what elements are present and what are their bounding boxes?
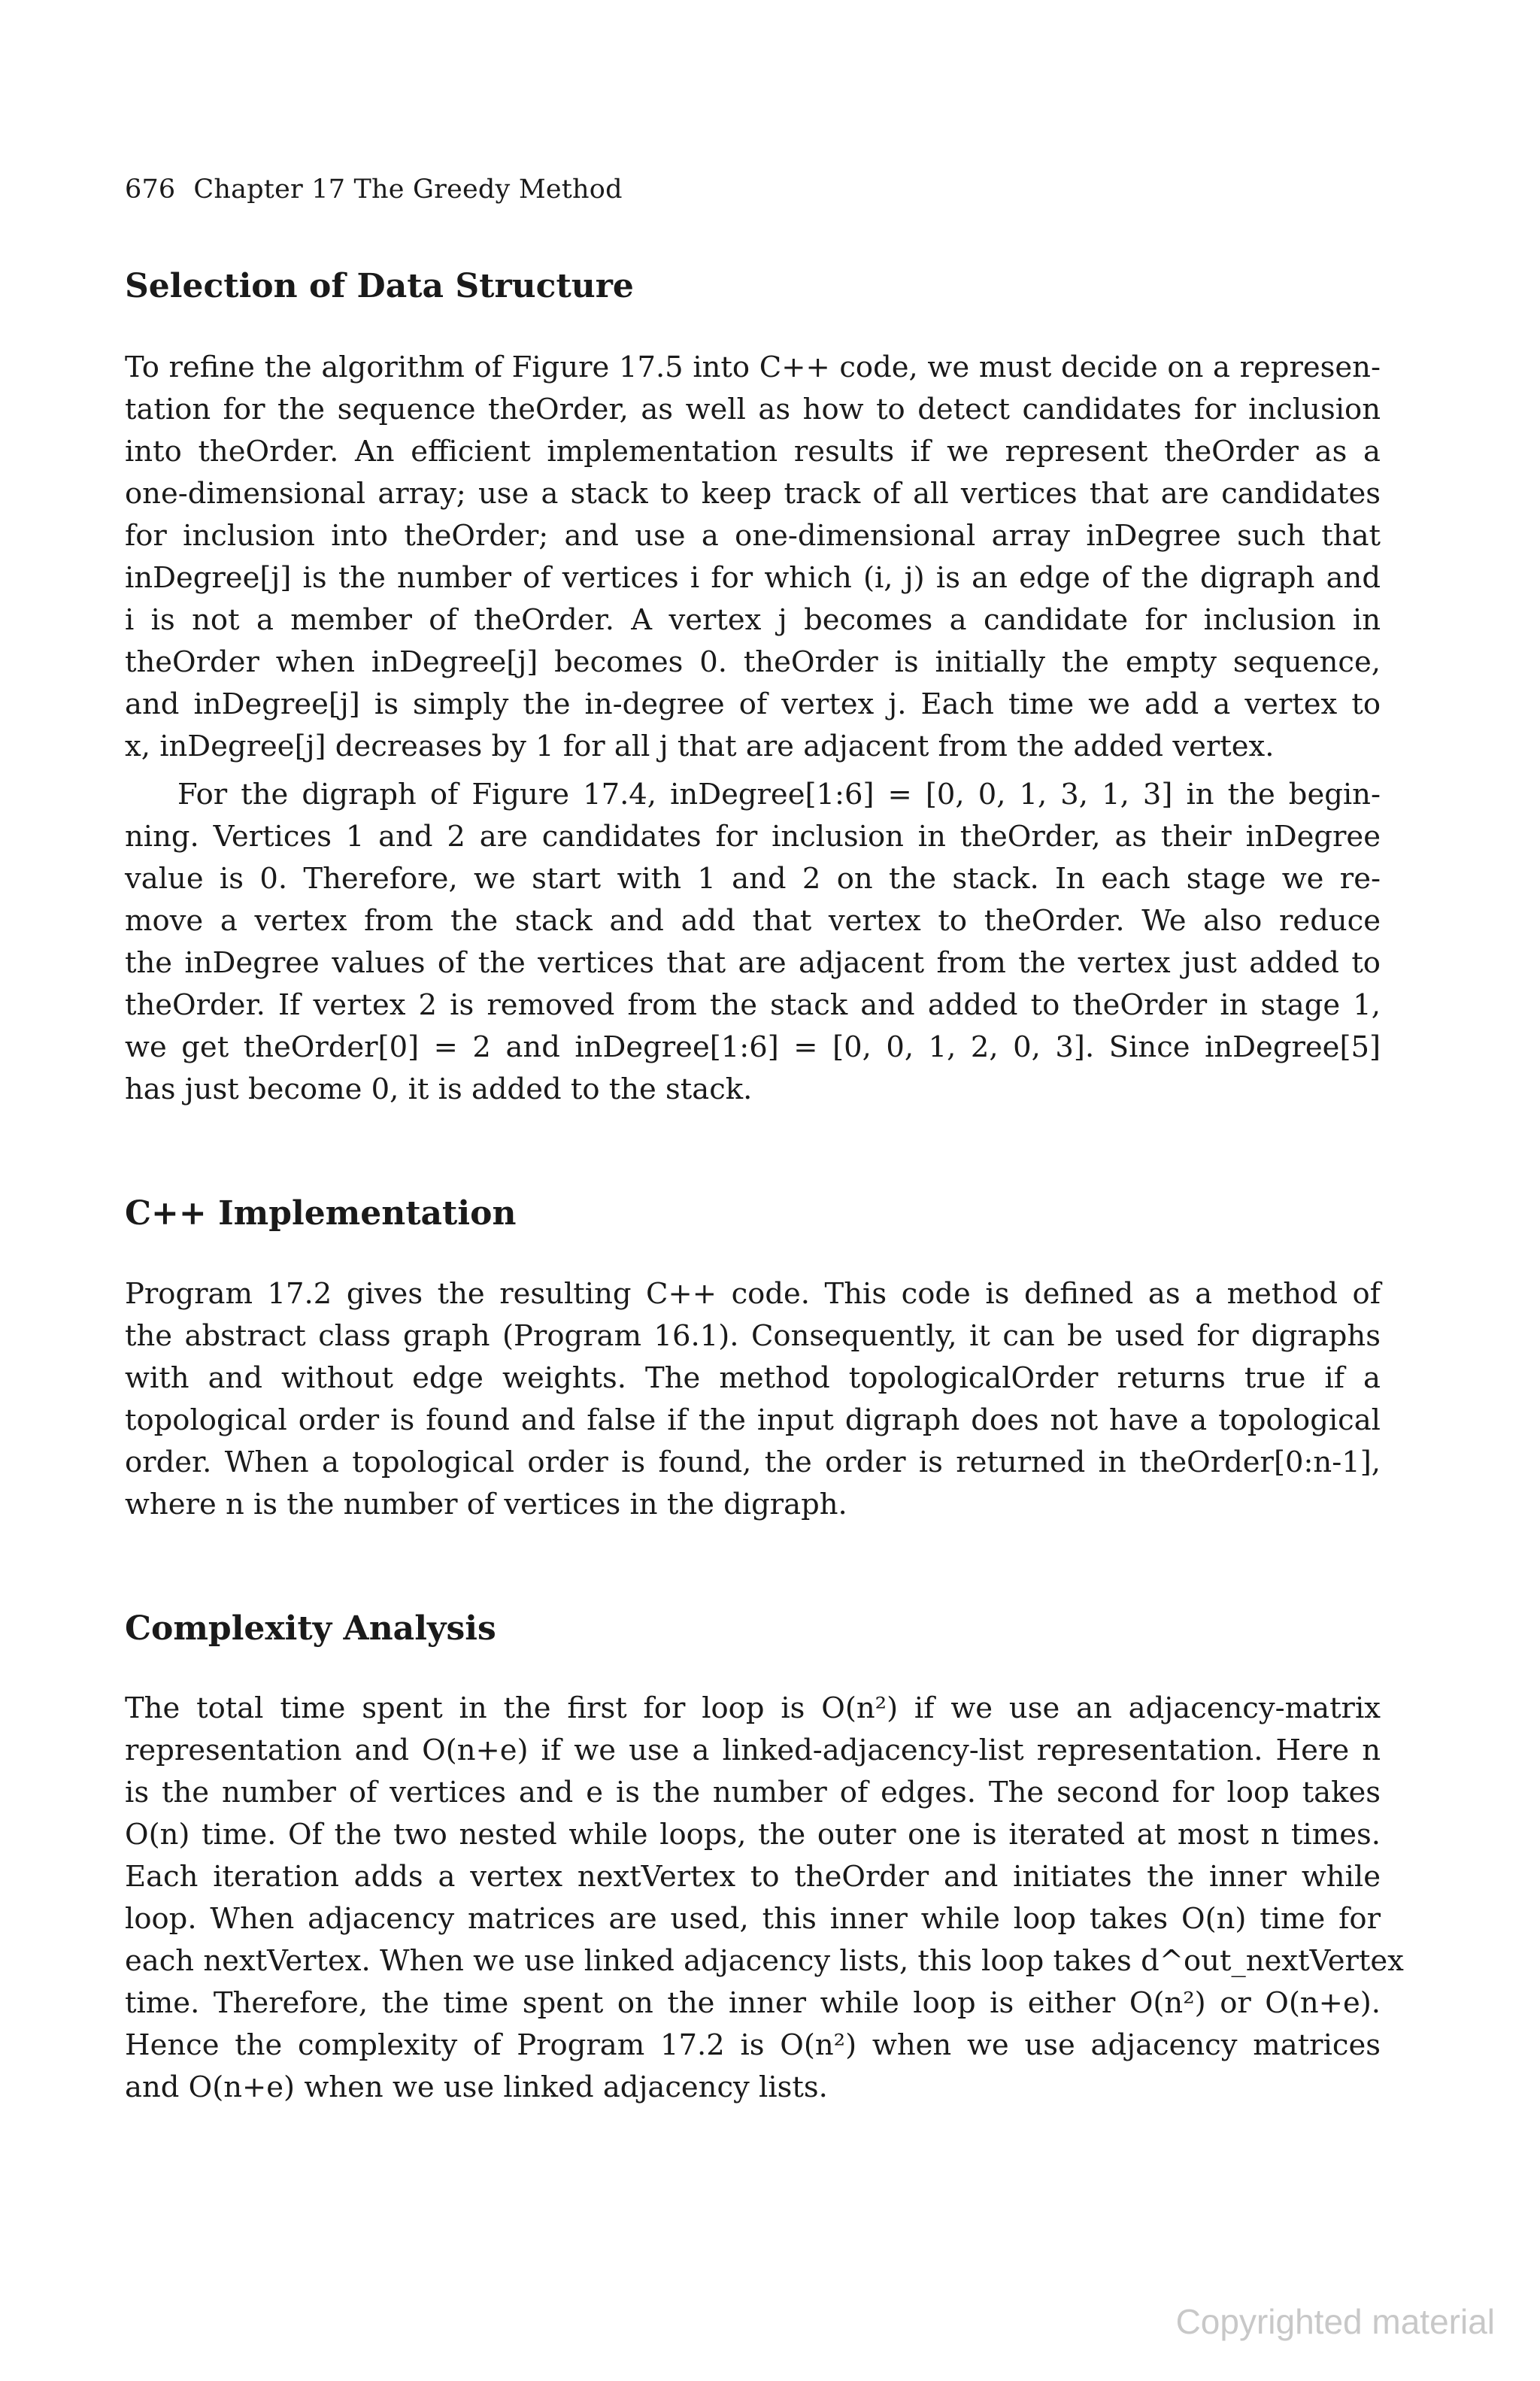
text-line: with and without edge weights. The method topologicalOrder returns true if a — [125, 1361, 1381, 1395]
page-number: 676 — [125, 174, 176, 205]
paragraph-selection-1 — [125, 347, 1381, 768]
text-line: The total time spent in the first for loop is O(n²) if we use an adjacency-matrix — [125, 1691, 1381, 1725]
copyright-watermark: Copyrighted material — [1175, 2302, 1495, 2341]
running-header — [125, 174, 623, 205]
paragraph-selection-2 — [125, 774, 1381, 1111]
text-line: where n is the number of vertices in the digraph. — [125, 1488, 847, 1521]
text-line: Each iteration adds a vertex nextVertex to theOrder and initiates the inner while — [125, 1860, 1381, 1894]
text-line: time. Therefore, the time spent on the inner while loop is either O(n²) or O(n+e). — [125, 1986, 1381, 2020]
text-line: theOrder when inDegree[j] becomes 0. theOrder is initially the empty sequence, — [125, 645, 1381, 679]
text-line: Hence the complexity of Program 17.2 is O(n²) when we use adjacency matrices — [125, 2028, 1381, 2062]
text-line: and inDegree[j] is simply the in-degree of vertex j. Each time we add a vertex to — [125, 687, 1381, 721]
running-title: Chapter 17 The Greedy Method — [193, 174, 623, 205]
text-line: theOrder. If vertex 2 is removed from the stack and added to theOrder in stage 1, — [125, 988, 1381, 1022]
text-line: x, inDegree[j] decreases by 1 for all j that are adjacent from the added vertex. — [125, 729, 1275, 763]
section-title-complexity: Complexity Analysis — [125, 1609, 496, 1648]
paragraph-complexity — [125, 1688, 1404, 2109]
text-line: ning. Vertices 1 and 2 are candidates for inclusion in theOrder, as their inDegree — [125, 820, 1381, 854]
text-line: and O(n+e) when we use linked adjacency lists. — [125, 2070, 828, 2104]
text-line: move a vertex from the stack and add that vertex to theOrder. We also reduce — [125, 904, 1381, 938]
text-line: for inclusion into theOrder; and use a one-dimensional array inDegree such that — [125, 519, 1381, 553]
text-line: loop. When adjacency matrices are used, this inner while loop takes O(n) time for — [125, 1902, 1381, 1936]
text-line: representation and O(n+e) if we use a linked-adjacency-list representation. Here n — [125, 1733, 1381, 1767]
section-title-selection: Selection of Data Structure — [125, 267, 634, 305]
text-line: i is not a member of theOrder. A vertex j becomes a candidate for inclusion in — [125, 603, 1381, 637]
text-line: Program 17.2 gives the resulting C++ code. This code is defined as a method of — [125, 1277, 1381, 1311]
text-line: the inDegree values of the vertices that are adjacent from the vertex just added to — [125, 946, 1381, 980]
text-line: is the number of vertices and e is the number of edges. The second for loop takes — [125, 1776, 1381, 1809]
text-line: order. When a topological order is found, the order is returned in theOrder[0:n-1], — [125, 1445, 1381, 1479]
section-title-implementation: C++ Implementation — [125, 1194, 517, 1233]
text-line: topological order is found and false if the input digraph does not have a topological — [125, 1403, 1381, 1437]
text-line: has just become 0, it is added to the stack. — [125, 1072, 753, 1106]
text-line: inDegree[j] is the number of vertices i for which (i, j) is an edge of the digraph and — [125, 561, 1381, 595]
text-line: For the digraph of Figure 17.4, inDegree[1:6] = [0, 0, 1, 3, 1, 3] in the begin- — [177, 778, 1381, 811]
text-line: the abstract class graph (Program 16.1). Consequently, it can be used for digraphs — [125, 1319, 1381, 1353]
text-line: value is 0. Therefore, we start with 1 and 2 on the stack. In each stage we re- — [125, 862, 1381, 896]
text-line: To refine the algorithm of Figure 17.5 into C++ code, we must decide on a represen- — [125, 350, 1381, 384]
text-line: O(n) time. Of the two nested while loops, the outer one is iterated at most n times. — [125, 1818, 1381, 1852]
text-line: into theOrder. An efficient implementation results if we represent theOrder as a — [125, 435, 1381, 469]
paragraph-implementation — [125, 1273, 1381, 1526]
text-line: each nextVertex. When we use linked adjacency lists, this loop takes d^out_nextVertex — [125, 1944, 1404, 1978]
text-line: tation for the sequence theOrder, as well as how to detect candidates for inclusion — [125, 393, 1381, 426]
text-line: one-dimensional array; use a stack to keep track of all vertices that are candidates — [125, 477, 1381, 511]
text-line: we get theOrder[0] = 2 and inDegree[1:6] = [0, 0, 1, 2, 0, 3]. Since inDegree[5] — [125, 1030, 1381, 1064]
